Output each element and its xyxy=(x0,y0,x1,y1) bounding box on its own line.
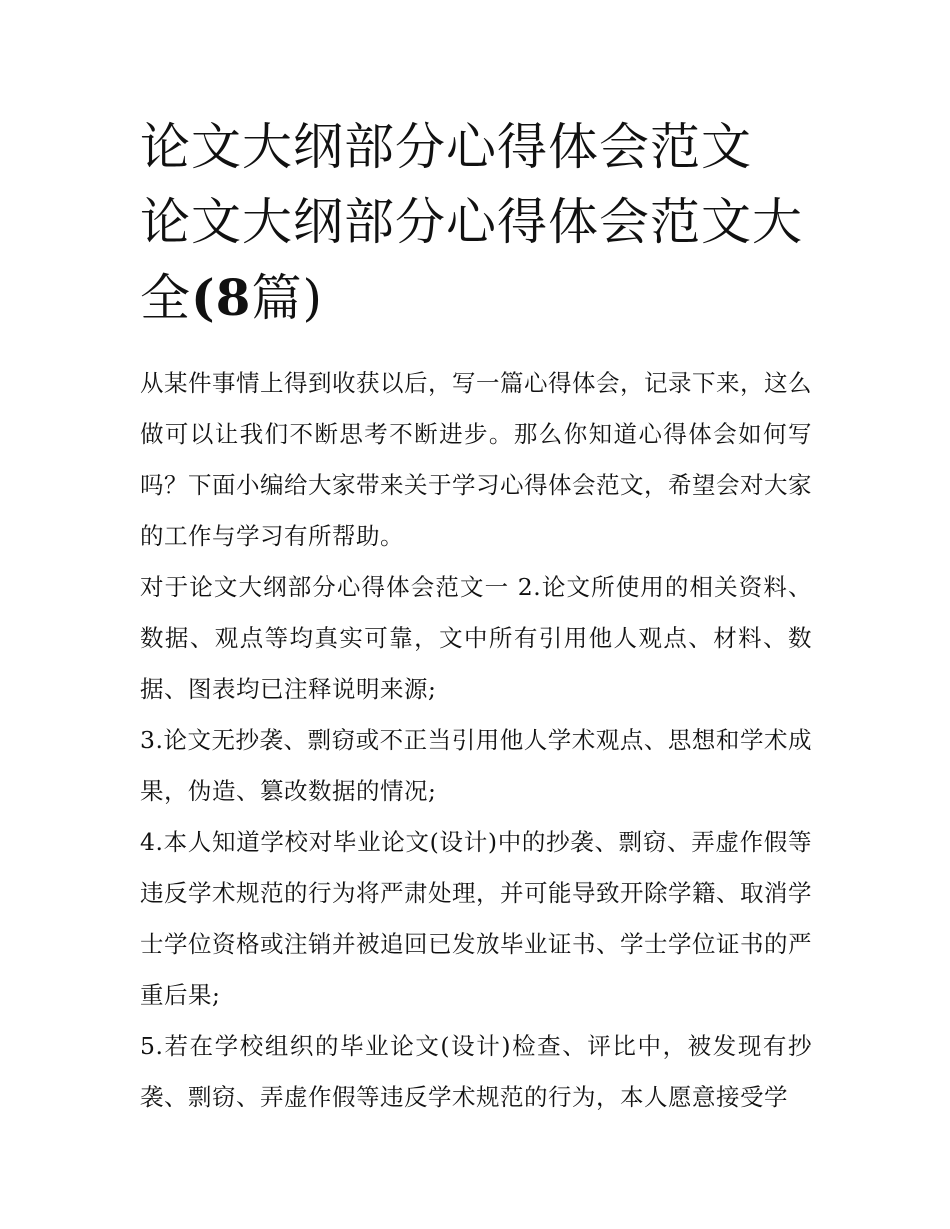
body-paragraph-4: 5.若在学校组织的毕业论文(设计)检查、评比中，被发现有抄袭、剽窃、弄虚作假等违反学术规范的行为，本人愿意接受学 xyxy=(140,1032,812,1111)
document-page xyxy=(140,110,812,1123)
body-paragraph-3: 4.本人知道学校对毕业论文(设计)中的抄袭、剽窃、弄虚作假等违反学术规范的行为将严肃处理，并可能导致开除学籍、取消学士学位资格或注销并被追回已发放毕业证书、学士学位证书的严重后果; xyxy=(140,828,812,1009)
body-paragraph-1: 对于论文大纲部分心得体会范文一 2.论文所使用的相关资料、数据、观点等均真实可靠，文中所有引用他人观点、材料、数据、图表均已注释说明来源; xyxy=(140,573,812,703)
intro-paragraph: 从某件事情上得到收获以后，写一篇心得体会，记录下来，这么做可以让我们不断思考不断进步。那么你知道心得体会如何写吗？下面小编给大家带来关于学习心得体会范文，希望会对大家的工作与学习有所帮助。 xyxy=(140,369,812,550)
title-number: (8 xyxy=(191,268,252,327)
body-paragraph-2: 3.论文无抄袭、剽窃或不正当引用他人学术观点、思想和学术成果，伪造、篡改数据的情况; xyxy=(140,726,812,805)
document-title: 论文大纲部分心得体会范文 论文大纲部分心得体会范文大全(8篇) xyxy=(140,118,803,327)
